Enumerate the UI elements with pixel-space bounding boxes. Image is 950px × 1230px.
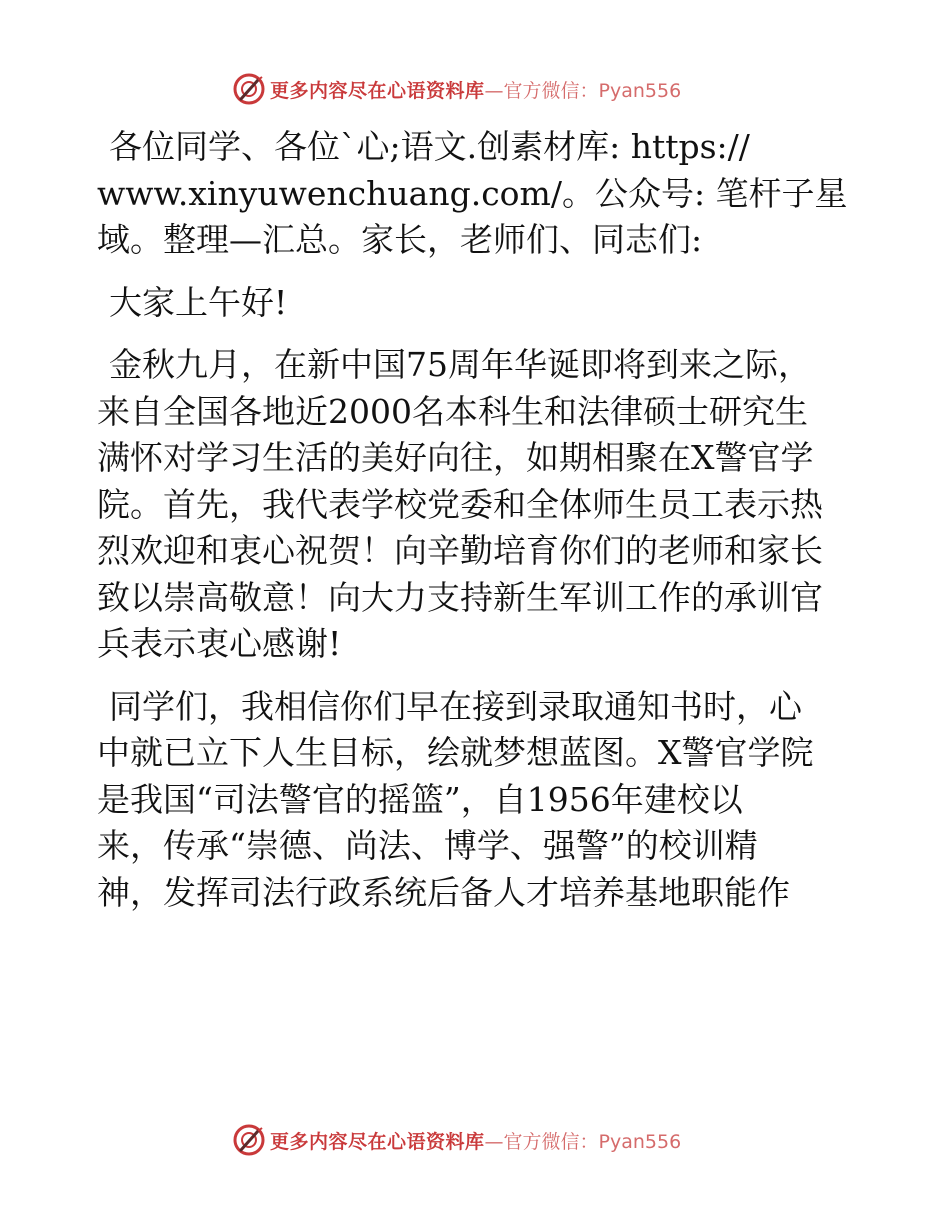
text-line: 大家上午好!	[109, 282, 288, 322]
text-line: 同学们，我相信你们早在接到录取通知书时，心	[109, 686, 802, 726]
text-line: 烈欢迎和衷心祝贺！向辛勤培育你们的老师和家长	[97, 531, 823, 570]
text-line: 是我国“司法警官的摇篮”，自1956年建校以	[97, 779, 743, 819]
watermark-main-text: 更多内容尽在心语资料库	[270, 1130, 485, 1153]
text-line: 各位同学、各位`心;语文.创素材库: https://	[109, 127, 750, 166]
paragraph	[97, 280, 852, 327]
text-line: 兵表示衷心感谢!	[97, 624, 342, 663]
logo-icon	[232, 72, 266, 106]
text-line: 神，发挥司法行政系统后备人才培养基地职能作	[97, 872, 790, 912]
text-line: 中就已立下人生目标，绘就梦想蓝图。X警官学院	[97, 733, 814, 772]
text-line: 来自全国各地近2000名本科生和法律硕士研究生	[97, 391, 808, 431]
logo-icon	[232, 1123, 266, 1157]
text-line: 院。首先，我代表学校党委和全体师生员工表示热	[97, 484, 823, 524]
text-line: www.xinyuwenchuang.com/。公众号: 笔杆子星	[97, 173, 848, 213]
text-line: 满怀对学习生活的美好向往，如期相聚在X警官学	[97, 438, 814, 477]
text-line: 域。整理—汇总。家长，老师们、同志们:	[97, 220, 703, 259]
watermark-contact-text: —官方微信：Pyan556	[484, 79, 682, 102]
paragraph	[97, 342, 852, 668]
text-line: 金秋九月，在新中国75周年华诞即将到来之际，	[109, 345, 811, 384]
watermark-main-text: 更多内容尽在心语资料库	[270, 79, 485, 102]
footer-watermark	[232, 1122, 681, 1158]
header-watermark	[232, 71, 681, 107]
paragraph	[97, 684, 852, 917]
text-line: 致以崇高敬意！向大力支持新生军训工作的承训官	[97, 577, 823, 617]
document-body	[97, 124, 852, 916]
paragraph	[97, 124, 852, 264]
text-line: 来，传承“崇德、尚法、博学、强警”的校训精	[97, 826, 758, 865]
watermark-contact-text: —官方微信：Pyan556	[484, 1130, 682, 1153]
